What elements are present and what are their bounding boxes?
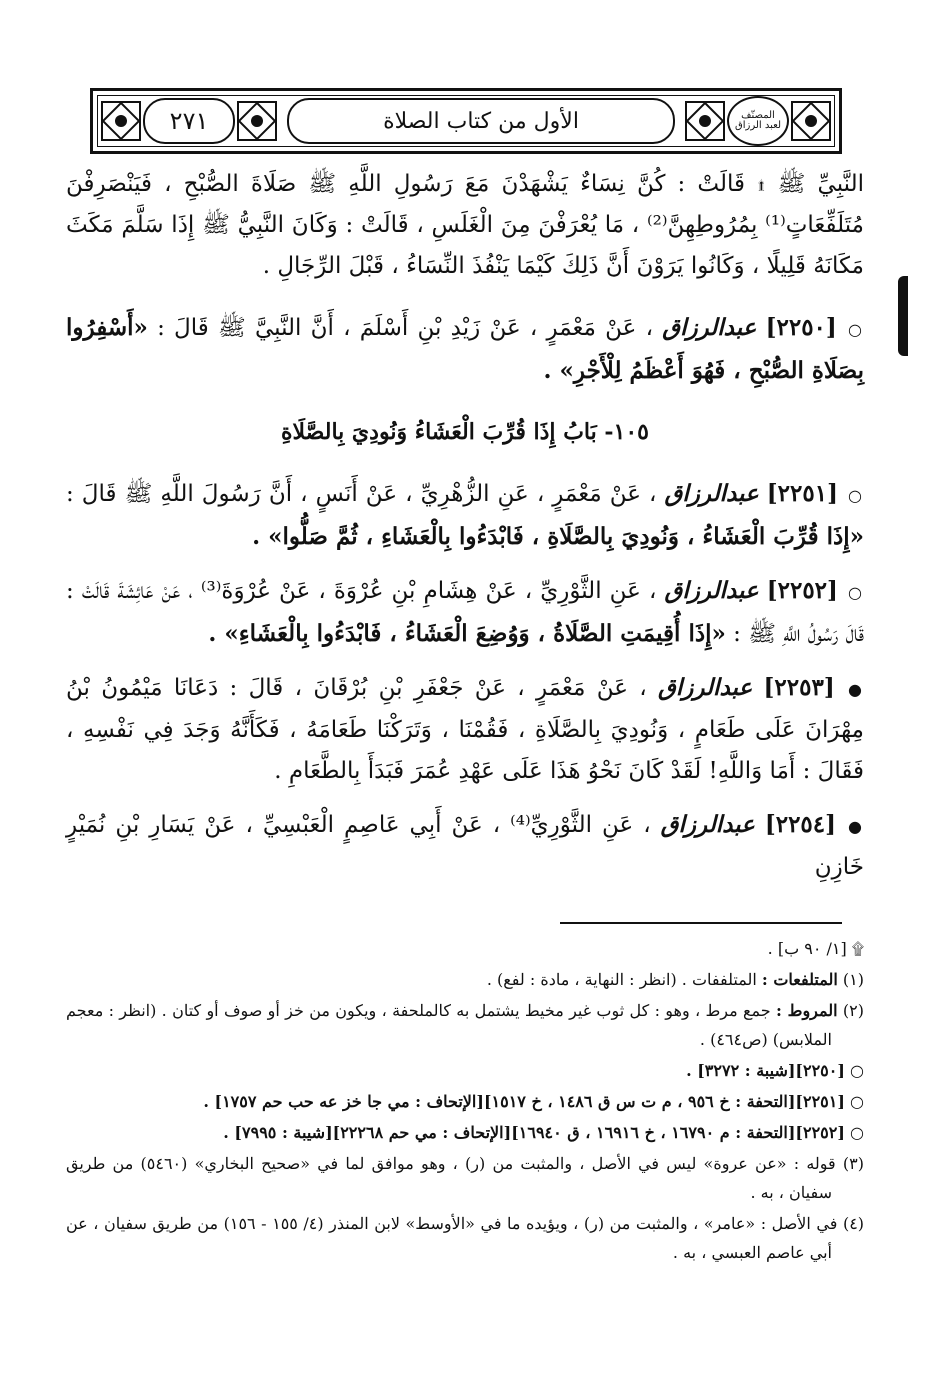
athar-text: ، عَنِ الثَّوْرِيِّ⁽⁴⁾ ، عَنْ أَبِي عَاصِمٍ الْعَبْسِيِّ ، عَنْ يَسَارِ بْنِ نُمَيْرٍ خَازِنِ xyxy=(66,812,864,880)
footnote-1 xyxy=(66,965,864,994)
narrator: عبدالرزاق xyxy=(664,480,759,507)
footnote-term: المتلفعات : xyxy=(761,970,838,989)
source-text: [٢٢٥٠][شيبة : ٣٢٧٢] . xyxy=(686,1061,845,1080)
hadith-number: [٢٢٥٠] xyxy=(765,314,837,341)
hadith-number: [٢٢٥١] xyxy=(766,480,838,507)
isnad: ، عَنْ مَعْمَرٍ ، عَنْ زَيْدِ بْنِ أَسْلَمَ ، أَنَّ النَّبِيَّ ﷺ قَالَ : xyxy=(157,315,653,341)
footnote-separator xyxy=(560,922,842,924)
source-2250 xyxy=(66,1056,864,1085)
hadith-mark: ○ xyxy=(848,583,862,602)
footnote-number: (٣) xyxy=(842,1154,864,1173)
seal-line1: المصنّف xyxy=(741,109,775,121)
footnote-text: المتلففات . (انظر : النهاية ، مادة : لفع) . xyxy=(486,970,757,989)
footnote-number: (٤) xyxy=(842,1214,865,1233)
source-text: [٢٢٥١][التحفة : خ ٩٥٦ ، م ت س ق ١٤٨٦ ، خ ١٥١٧][الإتحاف : مي جا خز عه حب حم ١٧٥٧] . xyxy=(203,1092,845,1111)
athar-mark: ● xyxy=(848,817,863,836)
footnote-text: جمع مرط ، وهو : كل ثوب غير مخيط يشتمل به كالملحفة ، ويكون من خز أو صوف أو كتان . (انظر : معجم الملابس) (ص٤٦٤) . xyxy=(66,1001,832,1049)
narrator: عبدالرزاق xyxy=(658,674,753,701)
hadith-mark: ○ xyxy=(848,320,863,339)
running-title xyxy=(287,98,675,144)
footnote-text: في الأصل : «عامر» ، والمثبت من (ر) ، ويؤيده ما في «الأوسط» لابن المنذر (٤/ ١٥٥ - ١٥٦) من طريق سفيان ، عن أبي عاصم العبسي ، به . xyxy=(66,1214,838,1262)
matn: «إِذَا قُرِّبَ الْعَشَاءُ ، وَنُودِيَ بِالصَّلَاةِ ، فَابْدَءُوا بِالْعَشَاءِ ، ثُمَّ صَلُّوا» . xyxy=(252,523,864,550)
ornament-right xyxy=(789,99,833,143)
page-header xyxy=(90,88,842,154)
source-mark: ○ xyxy=(850,1123,864,1142)
footnote-3 xyxy=(66,1149,864,1207)
matn: «أَسْفِرُوا بِصَلَاةِ الصُّبْحِ ، فَهُوَ أَعْظَمُ لِلْأَجْرِ» . xyxy=(66,314,864,384)
matn: «إِذَا أُقِيمَتِ الصَّلَاةُ ، وَوُضِعَ الْعَشَاءُ ، فَابْدَءُوا بِالْعَشَاءِ» . xyxy=(208,620,726,647)
narrator: عبدالرزاق xyxy=(664,577,759,604)
footnote-number: (٢) xyxy=(842,1001,864,1020)
hadith-2251 xyxy=(66,473,864,558)
athar-text: ، عَنْ مَعْمَرٍ ، عَنْ جَعْفَرِ بْنِ بُرْقَانَ ، قَالَ : دَعَانَا مَيْمُونُ بْنُ مِهْرَانَ عَلَى طَعَامٍ ، وَنُودِيَ بِالصَّلَاةِ ، فَقُمْنَا ، وَتَرَكْنَا طَعَامَهُ ، فَكَأَنَّهُ وَجَدَ فِي نَفْسِهِ ، فَقَالَ : أَمَا وَاللَّهِ! لَقَدْ كَانَ نَحْوُ هَذَا عَلَى عَهْدِ عُمَرَ فَبَدَأَ بِالطَّعَامِ . xyxy=(66,675,864,784)
footnote-term: المروط : xyxy=(775,1001,838,1020)
folio-note: ۩ [١/ ٩٠ ب] . xyxy=(767,939,864,958)
main-text xyxy=(66,164,864,900)
book-seal xyxy=(727,96,789,146)
hadith-2252 xyxy=(66,570,864,655)
running-title-text: الأول من كتاب الصلاة xyxy=(383,108,579,134)
footnote-4 xyxy=(66,1209,864,1267)
footnote-text: قوله : «عن عروة» ليس في الأصل ، والمثبت من (ر) ، وهو موافق لما في «صحيح البخاري» (٥٤٦٠) من طريق سفيان ، به . xyxy=(66,1154,836,1202)
narrator: عبدالرزاق xyxy=(662,314,757,341)
source-mark: ○ xyxy=(850,1061,864,1080)
footnotes xyxy=(66,934,864,1269)
isnad: ، عَنْ مَعْمَرٍ ، عَنِ الزُّهْرِيِّ ، عَنْ أَنَسٍ ، أَنَّ رَسُولَ اللَّهِ ﷺ قَالَ : xyxy=(66,481,657,507)
athar-mark: ● xyxy=(848,680,862,699)
ornament-right-inner xyxy=(683,99,727,143)
ornament-left xyxy=(99,99,143,143)
page-number-box xyxy=(143,98,235,144)
seal-line2: لعبد الرزاق xyxy=(734,120,782,131)
page-number: ٢٧١ xyxy=(169,107,209,135)
margin-bracket xyxy=(898,276,908,356)
footnote-2 xyxy=(66,996,864,1054)
source-2252 xyxy=(66,1118,864,1147)
narrator: عبدالرزاق xyxy=(660,811,755,838)
source-2251 xyxy=(66,1087,864,1116)
chapter-heading: ١٠٥- بَابُ إِذَا قُرِّبَ الْعَشَاءُ وَنُودِيَ بِالصَّلَاةِ xyxy=(281,419,649,445)
ornament-left-inner xyxy=(235,99,279,143)
continued-hadith: النَّبِيِّ ﷺ ۩ قَالَتْ : كُنَّ نِسَاءٌ يَشْهَدْنَ مَعَ رَسُولِ اللَّهِ ﷺ صَلَاةَ الصُّبْحِ ، فَيَنْصَرِفْنَ مُتَلَفِّعَاتٍ⁽¹⁾ بِمُرُوطِهِنَّ⁽²⁾ ، مَا يُعْرَفْنَ مِنَ الْغَلَسِ ، قَالَتْ : وَكَانَ النَّبِيُّ ﷺ إِذَا سَلَّمَ مَكَثَ مَكَانَهُ قَلِيلًا ، وَكَانُوا يَرَوْنَ أَنَّ ذَلِكَ كَيْمَا يَنْفُذَ النِّسَاءُ ، قَبْلَ الرِّجَالِ . xyxy=(66,171,864,279)
source-mark: ○ xyxy=(850,1092,864,1111)
isnad: ، عَنِ الثَّوْرِيِّ ، عَنْ هِشَامِ بْنِ عُرْوَةَ ، عَنْ عُرْوَةَ⁽³⁾ ، عَنْ عَائِشَةَ قَالَتْ : قَالَ رَسُولُ اللَّهِ ﷺ : xyxy=(66,578,864,647)
hadith-number: [٢٢٥٢] xyxy=(766,577,838,604)
hadith-mark: ○ xyxy=(848,486,863,505)
hadith-2250 xyxy=(66,307,864,392)
athar-2253 xyxy=(66,667,864,792)
athar-2254 xyxy=(66,804,864,888)
hadith-number: [٢٢٥٤] xyxy=(764,811,837,838)
source-text: [٢٢٥٢][التحفة : م ١٦٧٩٠ ، خ ١٦٩١٦ ، ق ١٦٩٤٠][الإتحاف : مي حم ٢٢٢٦٨][شيبة : ٧٩٩٥] . xyxy=(223,1123,845,1142)
hadith-number: [٢٢٥٣] xyxy=(763,674,835,701)
footnote-number: (١) xyxy=(842,970,864,989)
